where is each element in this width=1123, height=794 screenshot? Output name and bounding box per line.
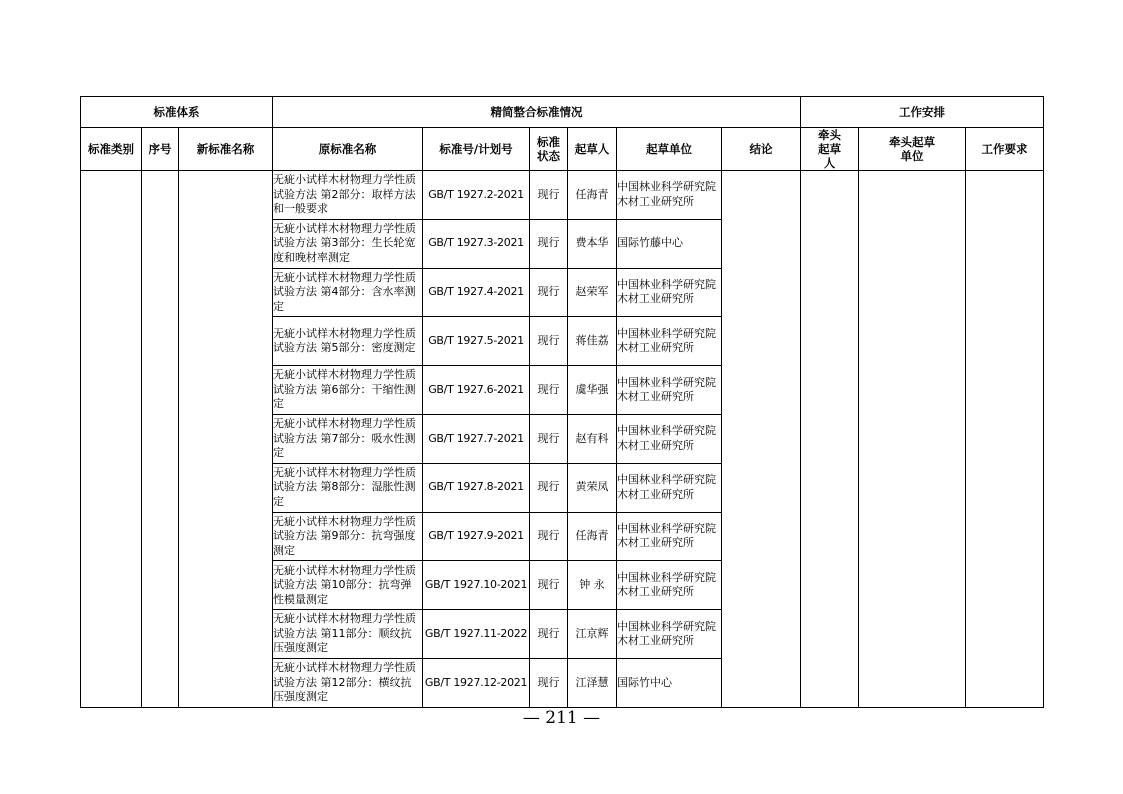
col-seq: 序号 bbox=[142, 128, 179, 171]
status-cell: 现行 bbox=[530, 561, 568, 610]
orig-name-cell: 无疵小试样木材物理力学性质试验方法 第6部分：干缩性测定 bbox=[273, 366, 423, 415]
orig-name-cell: 无疵小试样木材物理力学性质试验方法 第4部分：含水率测定 bbox=[273, 268, 423, 317]
drafter-cell: 虞华强 bbox=[568, 366, 617, 415]
col-drafter: 起草人 bbox=[568, 128, 617, 171]
col-orig-name: 原标准名称 bbox=[273, 128, 423, 171]
status-cell: 现行 bbox=[530, 171, 568, 220]
col-lead-unit: 牵头起草单位 bbox=[859, 128, 966, 171]
drafter-cell: 蒋佳荔 bbox=[568, 317, 617, 366]
unit-cell: 中国林业科学研究院木材工业研究所 bbox=[617, 463, 722, 512]
unit-cell: 中国林业科学研究院木材工业研究所 bbox=[617, 268, 722, 317]
status-cell: 现行 bbox=[530, 268, 568, 317]
status-cell: 现行 bbox=[530, 658, 568, 707]
code-cell: GB/T 1927.10-2021 bbox=[423, 561, 530, 610]
col-status: 标准状态 bbox=[530, 128, 568, 171]
code-cell: GB/T 1927.6-2021 bbox=[423, 366, 530, 415]
standards-table bbox=[80, 96, 1044, 708]
code-cell: GB/T 1927.11-2022 bbox=[423, 610, 530, 659]
col-unit: 起草单位 bbox=[617, 128, 722, 171]
status-cell: 现行 bbox=[530, 219, 568, 268]
drafter-cell: 江京辉 bbox=[568, 610, 617, 659]
drafter-cell: 钟 永 bbox=[568, 561, 617, 610]
orig-name-cell: 无疵小试样木材物理力学性质试验方法 第9部分：抗弯强度测定 bbox=[273, 512, 423, 561]
orig-name-cell: 无疵小试样木材物理力学性质试验方法 第7部分：吸水性测定 bbox=[273, 414, 423, 463]
seq-cell bbox=[142, 171, 179, 708]
col-conclusion: 结论 bbox=[722, 128, 801, 171]
drafter-cell: 费本华 bbox=[568, 219, 617, 268]
orig-name-cell: 无疵小试样木材物理力学性质试验方法 第12部分：横纹抗压强度测定 bbox=[273, 658, 423, 707]
drafter-cell: 任海青 bbox=[568, 171, 617, 220]
code-cell: GB/T 1927.12-2021 bbox=[423, 658, 530, 707]
conclusion-cell bbox=[722, 171, 801, 708]
unit-cell: 中国林业科学研究院木材工业研究所 bbox=[617, 317, 722, 366]
status-cell: 现行 bbox=[530, 366, 568, 415]
lead-unit-cell bbox=[859, 171, 966, 708]
status-cell: 现行 bbox=[530, 317, 568, 366]
status-cell: 现行 bbox=[530, 463, 568, 512]
unit-cell: 中国林业科学研究院木材工业研究所 bbox=[617, 610, 722, 659]
orig-name-cell: 无疵小试样木材物理力学性质试验方法 第2部分：取样方法和一般要求 bbox=[273, 171, 423, 220]
orig-name-cell: 无疵小试样木材物理力学性质试验方法 第10部分：抗弯弹性模量测定 bbox=[273, 561, 423, 610]
unit-cell: 国际竹藤中心 bbox=[617, 219, 722, 268]
drafter-cell: 黄荣凤 bbox=[568, 463, 617, 512]
requirements-cell bbox=[966, 171, 1044, 708]
orig-name-cell: 无疵小试样木材物理力学性质试验方法 第11部分：顺纹抗压强度测定 bbox=[273, 610, 423, 659]
unit-cell: 中国林业科学研究院木材工业研究所 bbox=[617, 561, 722, 610]
code-cell: GB/T 1927.3-2021 bbox=[423, 219, 530, 268]
status-cell: 现行 bbox=[530, 414, 568, 463]
status-cell: 现行 bbox=[530, 610, 568, 659]
col-code: 标准号/计划号 bbox=[423, 128, 530, 171]
drafter-cell: 江泽慧 bbox=[568, 658, 617, 707]
lead-drafter-cell bbox=[801, 171, 859, 708]
col-new-name: 新标准名称 bbox=[179, 128, 273, 171]
code-cell: GB/T 1927.4-2021 bbox=[423, 268, 530, 317]
col-lead-drafter: 牵头起草人 bbox=[801, 128, 859, 171]
unit-cell: 中国林业科学研究院木材工业研究所 bbox=[617, 414, 722, 463]
code-cell: GB/T 1927.9-2021 bbox=[423, 512, 530, 561]
drafter-cell: 赵荣军 bbox=[568, 268, 617, 317]
category-cell bbox=[81, 171, 142, 708]
group-work-arrangement: 工作安排 bbox=[801, 97, 1044, 128]
orig-name-cell: 无疵小试样木材物理力学性质试验方法 第8部分：湿胀性测定 bbox=[273, 463, 423, 512]
page-number: — 211 — bbox=[522, 708, 601, 728]
col-requirements: 工作要求 bbox=[966, 128, 1044, 171]
table-row bbox=[81, 171, 1044, 220]
group-standard-system: 标准体系 bbox=[81, 97, 273, 128]
new-name-cell bbox=[179, 171, 273, 708]
code-cell: GB/T 1927.5-2021 bbox=[423, 317, 530, 366]
unit-cell: 中国林业科学研究院木材工业研究所 bbox=[617, 366, 722, 415]
drafter-cell: 任海青 bbox=[568, 512, 617, 561]
unit-cell: 中国林业科学研究院木材工业研究所 bbox=[617, 512, 722, 561]
unit-cell: 国际竹中心 bbox=[617, 658, 722, 707]
orig-name-cell: 无疵小试样木材物理力学性质试验方法 第5部分：密度测定 bbox=[273, 317, 423, 366]
code-cell: GB/T 1927.7-2021 bbox=[423, 414, 530, 463]
col-category: 标准类别 bbox=[81, 128, 142, 171]
status-cell: 现行 bbox=[530, 512, 568, 561]
drafter-cell: 赵有科 bbox=[568, 414, 617, 463]
code-cell: GB/T 1927.8-2021 bbox=[423, 463, 530, 512]
unit-cell: 中国林业科学研究院木材工业研究所 bbox=[617, 171, 722, 220]
code-cell: GB/T 1927.2-2021 bbox=[423, 171, 530, 220]
orig-name-cell: 无疵小试样木材物理力学性质试验方法 第3部分：生长轮宽度和晚材率测定 bbox=[273, 219, 423, 268]
group-simplification: 精简整合标准情况 bbox=[273, 97, 801, 128]
